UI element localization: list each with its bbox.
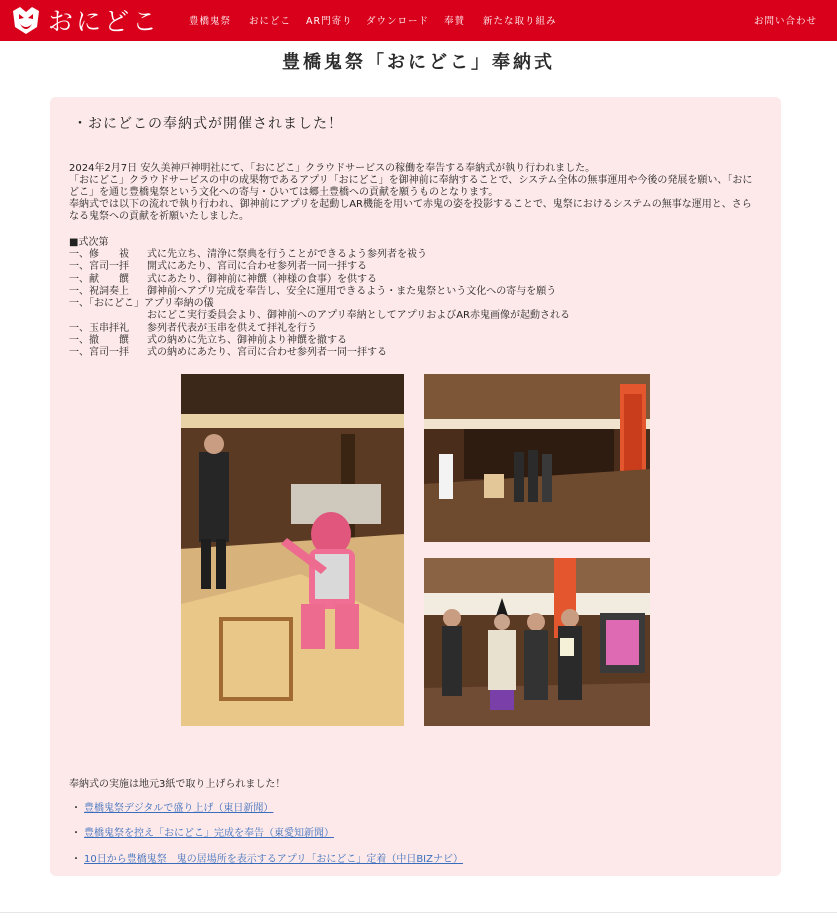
order-item-desc: 式の納めにあたり、宮司に合わせ参列者一同一拝する: [147, 347, 387, 359]
nav-item-ar[interactable]: AR門寄り: [306, 16, 353, 27]
order-item-name: 一、祝詞奏上: [69, 285, 129, 297]
bullet: ・: [71, 803, 81, 814]
order-item: [69, 335, 759, 347]
article-intro: [69, 163, 761, 223]
news-link-tonichi[interactable]: 豊橋鬼祭デジタルで盛り上げ（東日新聞）: [84, 803, 274, 814]
order-item-desc: 御神前へアプリ完成を奉告し、安全に運用できるよう・また鬼祭という文化への寄与を願う: [147, 285, 557, 297]
intro-paragraph: 「おにどこ」クラウドサービスの中の成果物であるアプリ「おにどこ」を御神前に奉納することで、システム全体の無事運用や今後の発展を願い、「おにどこ」を通じ豊橋鬼祭という文化への寄与・ひいては郷土豊橋への貢献を願うものとなります。: [69, 175, 753, 198]
photo-group-ceremony: [424, 558, 650, 726]
bullet: ・: [71, 828, 81, 839]
ceremony-order-title: ■式次第: [69, 237, 109, 248]
article-card: [50, 97, 781, 876]
order-item-name: 一、玉串拝礼: [69, 322, 129, 334]
site-header: [0, 0, 837, 41]
order-item-name: 一、献 饌: [69, 273, 129, 285]
photo-shrine-interior: [424, 374, 650, 542]
page-title: 豊橋鬼祭「おにどこ」奉納式: [282, 52, 555, 73]
intro-paragraph: 奉納式では以下の流れで執り行われ、御神前にアプリを起動しAR機能を用いて赤鬼の姿を投影することで、鬼祭におけるシステムの無事な運用と、さらなる鬼祭への貢献を祈願いたしました。: [69, 199, 752, 222]
news-link-higashiaichi[interactable]: 豊橋鬼祭を控え「おにどこ」完成を奉告（東愛知新聞）: [84, 828, 334, 839]
page-bottom-divider: [0, 912, 837, 913]
order-item-desc: 式に先立ち、清浄に祭典を行うことができるよう参列者を祓う: [147, 249, 427, 260]
site-logo-text: おにどこ: [48, 7, 161, 36]
order-item-desc: 式の納めに先立ち、御神前より神饌を撤する: [147, 335, 347, 347]
main-nav: [0, 13, 837, 27]
nav-item-new-initiatives[interactable]: 新たな取り組み: [483, 16, 557, 27]
order-item-desc: 式にあたり、御神前に神饌（神様の食事）を供する: [147, 273, 377, 285]
order-item-name: 一、撤 饌: [69, 335, 129, 347]
nav-item-contact[interactable]: お問い合わせ: [753, 16, 817, 27]
order-item: [69, 249, 759, 261]
bullet: ・: [71, 854, 81, 865]
article-heading: ・おにどこの奉納式が開催されました！: [73, 116, 343, 132]
nav-item-onidoko[interactable]: おにどこ: [249, 16, 292, 27]
photo-ar-red-oni: [181, 374, 404, 726]
news-list-item: [71, 850, 463, 865]
order-item: [69, 261, 759, 273]
nav-item-support[interactable]: 奉賛: [444, 16, 466, 27]
order-item-detail: おにどこ実行委員会より、御神前へのアプリ奉納としてアプリおよびAR赤鬼画像が起動される: [147, 310, 570, 322]
order-item-name: 一、「おにどこ」アプリ奉納の儀: [69, 298, 214, 310]
nav-item-download[interactable]: ダウンロード: [366, 16, 430, 27]
intro-paragraph: 2024年2月7日 安久美神戸神明社にて、「おにどこ」クラウドサービスの稼働を奉告する奉納式が執り行われました。: [69, 163, 596, 174]
order-item: [69, 274, 759, 286]
coverage-text: 奉納式の実施は地元3紙で取り上げられました！: [69, 779, 286, 790]
order-item-name: 一、宮司一拝: [69, 347, 129, 359]
order-item-name: 一、修 祓: [69, 249, 129, 260]
nav-item-onimatsuri[interactable]: 豊橋鬼祭: [189, 16, 232, 27]
order-item-desc: 開式にあたり、宮司に合わせ参列者一同一拝する: [147, 261, 367, 273]
order-item: [69, 323, 759, 335]
news-list-item: [71, 824, 334, 839]
news-list-item: [71, 799, 273, 814]
order-item: [69, 298, 759, 310]
ceremony-order-list: [69, 249, 759, 360]
order-item-name: 一、宮司一拝: [69, 261, 129, 273]
order-item: [69, 286, 759, 298]
news-link-chunichi-biz[interactable]: 10日から豊橋鬼祭 鬼の居場所を表示するアプリ「おにどこ」定着（中日BIZナビ）: [84, 854, 463, 865]
order-item-desc: 参列者代表が玉串を供えて拝礼を行う: [147, 322, 317, 334]
order-item: [69, 347, 759, 359]
